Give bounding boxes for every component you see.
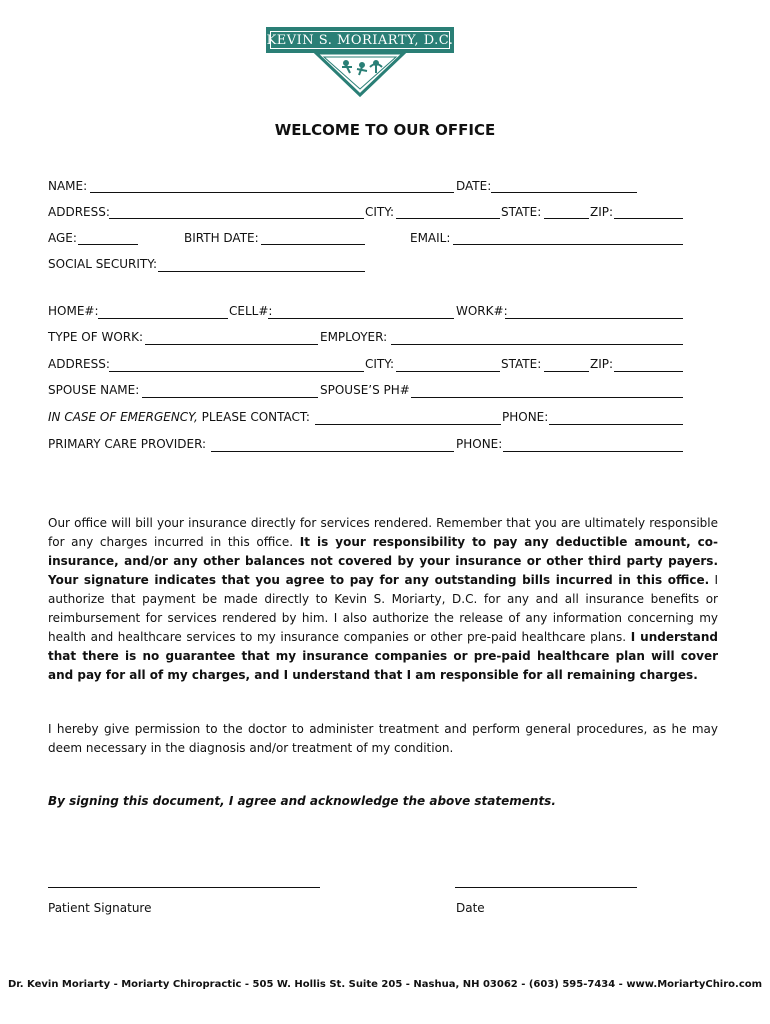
city-label: CITY: — [365, 205, 395, 219]
acknowledgement-statement: By signing this document, I agree and acknowledge the above statements. — [48, 794, 556, 808]
cell-phone-field[interactable] — [268, 318, 454, 319]
patient-signature-label: Patient Signature — [48, 901, 152, 915]
employer-zip-label: ZIP: — [590, 357, 614, 371]
email-field[interactable] — [453, 244, 683, 245]
birth-date-field[interactable] — [261, 244, 365, 245]
logo-banner — [266, 27, 454, 53]
employer-city-field[interactable] — [396, 371, 500, 372]
address-field[interactable] — [109, 218, 364, 219]
age-field[interactable] — [78, 244, 138, 245]
date-label: DATE: — [456, 179, 492, 193]
work-phone-label: WORK#: — [456, 304, 508, 318]
employer-label: EMPLOYER: — [320, 330, 388, 344]
city-field[interactable] — [396, 218, 500, 219]
billing-bold-2: I understand that there is no guarantee that my insurance companies or pre-paid healthcare plan will cover and pay for all of my charges, and I understand that I am responsible for all remaining charges. — [48, 630, 718, 682]
emergency-rest-text: PLEASE CONTACT: — [197, 410, 310, 424]
age-label: AGE: — [48, 231, 77, 245]
social-security-label: SOCIAL SECURITY: — [48, 257, 158, 271]
home-phone-field[interactable] — [98, 318, 228, 319]
footer-contact: Dr. Kevin Moriarty - Moriarty Chiropractic - 505 W. Hollis St. Suite 205 - Nashua, NH 03062 - (603) 595-7434 - www.MoriartyChiro.com — [7, 979, 763, 990]
employer-address-label: ADDRESS: — [48, 357, 110, 371]
logo-text: KEVIN S. MORIARTY, D.C. — [266, 32, 454, 48]
emergency-phone-label: PHONE: — [502, 410, 549, 424]
logo — [266, 27, 454, 97]
employer-address-field[interactable] — [109, 371, 364, 372]
billing-paragraph — [48, 514, 718, 685]
address-label: ADDRESS: — [48, 205, 110, 219]
name-field[interactable] — [90, 192, 454, 193]
state-label: STATE: — [501, 205, 542, 219]
employer-zip-field[interactable] — [614, 371, 683, 372]
spouse-phone-field[interactable] — [411, 397, 683, 398]
type-of-work-field[interactable] — [145, 344, 318, 345]
emergency-contact-label — [48, 410, 310, 424]
billing-text-1: Our office will bill your insurance directly for services rendered. Remember that you are ultimately responsible for any charges incurred in this office. — [48, 516, 718, 549]
spouse-name-field[interactable] — [142, 397, 318, 398]
emergency-contact-field[interactable] — [315, 424, 501, 425]
zip-field[interactable] — [614, 218, 683, 219]
employer-field[interactable] — [391, 344, 683, 345]
state-field[interactable] — [544, 218, 589, 219]
signature-date-label: Date — [456, 901, 485, 915]
employer-city-label: CITY: — [365, 357, 395, 371]
patient-signature-field[interactable] — [48, 887, 320, 888]
employer-state-label: STATE: — [501, 357, 542, 371]
billing-text-2: I authorize that payment be made directly to Kevin S. Moriarty, D.C. for any and all insurance benefits or reimbursement for services rendered by him. I also authorize the release of any information concerning my health and healthcare services to my insurance companies or other pre-paid healthcare plans. — [48, 573, 718, 644]
date-field[interactable] — [491, 192, 637, 193]
home-phone-label: HOME#: — [48, 304, 99, 318]
type-of-work-label: TYPE OF WORK: — [48, 330, 144, 344]
primary-care-label: PRIMARY CARE PROVIDER: — [48, 437, 207, 451]
permission-paragraph: I hereby give permission to the doctor to administer treatment and perform general procedures, as he may deem necessary in the diagnosis and/or treatment of my condition. — [48, 722, 718, 755]
emergency-italic-text: IN CASE OF EMERGENCY, — [48, 410, 198, 424]
primary-care-phone-label: PHONE: — [456, 437, 503, 451]
work-phone-field[interactable] — [505, 318, 683, 319]
spouse-name-label: SPOUSE NAME: — [48, 383, 140, 397]
cell-phone-label: CELL#: — [229, 304, 273, 318]
spouse-phone-label: SPOUSE’S PH# — [320, 383, 410, 397]
name-label: NAME: — [48, 179, 88, 193]
primary-care-field[interactable] — [211, 451, 454, 452]
zip-label: ZIP: — [590, 205, 614, 219]
email-label: EMAIL: — [410, 231, 451, 245]
birth-date-label: BIRTH DATE: — [184, 231, 259, 245]
page-title: WELCOME TO OUR OFFICE — [274, 121, 496, 139]
employer-state-field[interactable] — [544, 371, 589, 372]
signature-date-field[interactable] — [455, 887, 637, 888]
primary-care-phone-field[interactable] — [503, 451, 683, 452]
social-security-field[interactable] — [158, 271, 365, 272]
figure-silhouettes-icon — [266, 51, 454, 99]
emergency-phone-field[interactable] — [549, 424, 683, 425]
billing-bold-1: It is your responsibility to pay any deductible amount, co-insurance, and/or any other balances not covered by your insurance or other third party payers. Your signature indicates that you agree to pay for any outstanding bills incurred in this office. — [48, 535, 719, 587]
